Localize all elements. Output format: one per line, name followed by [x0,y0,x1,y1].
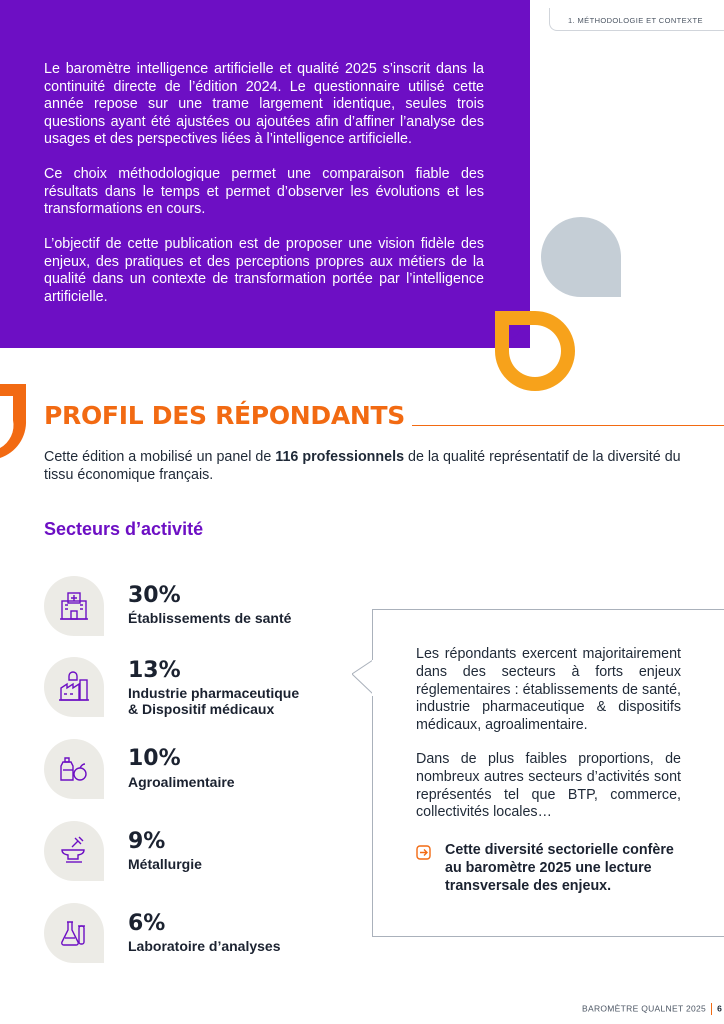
food-icon [57,752,91,786]
sector-label: Agroalimentaire [128,774,235,790]
sector-percent: 10% [128,746,181,771]
footer-label: BAROMÈTRE QUALNET 2025 [582,1003,707,1014]
intro-paragraph-2: Ce choix méthodologique permet une comparaison fiable des résultats dans le temps et permet d’observer les évolutions et les transformations en cours. [44,166,484,218]
page-number: 6 [717,1003,723,1014]
hospital-icon [57,589,91,623]
sector-label: Laboratoire d’analyses [128,938,281,954]
arrow-right-icon [416,845,431,860]
callout-pointer [352,660,392,696]
anvil-icon [57,834,91,868]
section-tag [549,8,724,31]
intro-paragraph-3: L’objectif de cette publication est de proposer une vision fidèle des enjeux, des pratiques et des perceptions propres aux métiers de la qualité dans un contexte de transformation portée par l’intelligence artificielle. [44,236,484,305]
sector-percent: 13% [128,658,181,683]
grey-teardrop-shape [540,216,622,298]
callout-paragraph-2: Dans de plus faibles proportions, de nombreux autres secteurs d’activités sont représentés tel que BTP, commerce, collectivités locales… [416,751,681,821]
orange-side-ring-shape [0,384,28,464]
sector-percent: 6% [128,911,166,936]
sector-percent: 9% [128,829,166,854]
sector-label: Métallurgie [128,856,202,872]
callout-highlight: Cette diversité sectorielle confère au baromètre 2025 une lecture transversale des enjeux. [445,842,674,894]
footer-separator [711,1003,712,1015]
section-tag-label: 1. MÉTHODOLOGIE ET CONTEXTE [568,16,703,25]
intro-paragraph-1: Le baromètre intelligence artificielle et qualité 2025 s’inscrit dans la continuité directe de l’édition 2024. Le questionnaire utilisé cette année repose sur une trame largement identique, seules trois questions ayant été ajustées ou ajoutées afin d’affiner l’analyse des usages et des perspectives liées à l’intelligence artificielle. [44,61,484,148]
lab-flask-icon [57,916,91,950]
sector-label-line2: & Dispositif médicaux [128,701,275,717]
sector-icon-bubble [44,903,104,963]
panel-description: Cette édition a mobilisé un panel de 116 professionnels de la qualité représentatif de la diversité du tissu économique français. [44,449,681,483]
page-footer [582,1003,722,1015]
sector-label: Industrie pharmaceutique [128,685,300,701]
pharma-industry-icon [57,670,91,704]
sector-icon-bubble [44,657,104,717]
title-rule [412,425,724,426]
sector-icon-bubble [44,576,104,636]
sector-icon-bubble [44,821,104,881]
sector-icon-bubble [44,739,104,799]
sectors-title: Secteurs d’activité [44,519,204,539]
callout-paragraph-1: Les répondants exercent majoritairement dans des secteurs à forts enjeux réglementaires : établissements de santé, industrie pharmaceutique & dispositifs médicaux, agroalimentaire. [416,646,681,734]
section-title: PROFIL DES RÉPONDANTS [44,401,405,430]
sector-percent: 30% [128,583,181,608]
orange-ring-shape [494,310,576,392]
sector-label: Établissements de santé [128,610,292,626]
